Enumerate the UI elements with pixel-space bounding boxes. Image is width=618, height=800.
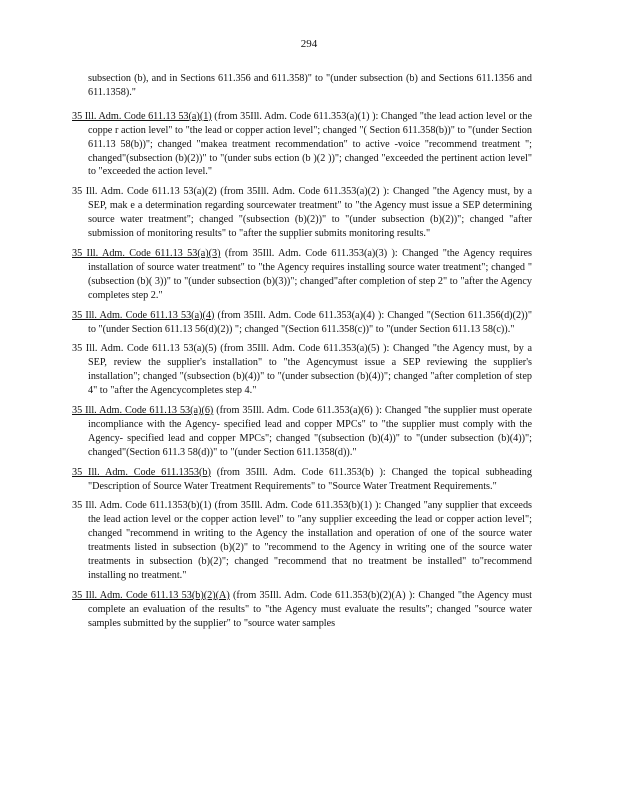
list-item: [72, 404, 532, 460]
list-item: [72, 185, 532, 241]
code-reference: 35 Ill. Adm. Code 611.1353(b): [72, 466, 211, 478]
code-reference: 35 Ill. Adm. Code 611.13 53(a)(6): [72, 405, 214, 417]
page-body: [72, 72, 532, 637]
list-item: [72, 110, 532, 180]
list-item: [72, 309, 532, 337]
code-reference: 35 Ill. Adm. Code 611.1353(b)(1): [72, 500, 212, 512]
code-reference: 35 Ill. Adm. Code 611.13 53(b)(2)(A): [72, 589, 230, 601]
code-reference: 35 Ill. Adm. Code 611.13 53(a)(2): [72, 186, 217, 198]
code-reference: 35 Ill. Adm. Code 611.13 53(a)(3): [72, 247, 221, 259]
entry-text: (from 35Ill. Adm. Code 611.353(a)(2) ): Changed "the Agency must, by a SEP, mak e a determination regarding sourcewater treatment" to "the Agency must issue a SEP determining source water treatment"; changed "(subsection (b)(2))" to "(under subsection (b)(2))"; changed "after submission of monitoring results" to "after the supplier submits monitoring results.": [88, 186, 532, 240]
continuation-paragraph: subsection (b), and in Sections 611.356 and 611.358)" to "(under subsection (b) and Sections 611.1356 and 611.1358).": [88, 73, 532, 98]
entry-text: (from 35Ill. Adm. Code 611.353(a)(1) ): Changed "the lead action level or the coppe r action level" to "the lead or copper action level"; changed "( Section 611.358(b))" to "(under Section 611.13 58(b))"; changed "makea treatment recommendation" to active -voice "recommend treatment "; changed"(subsection (b)(2))" to "(under subs ection (b )(2 ))"; changed "exceeded the pertinent action level" to "exceeded the action level.": [88, 110, 532, 178]
entry-text: (from 35Ill. Adm. Code 611.353(b) ): Changed the topical subheading "Description of Source Water Treatment Requirements" to "Source Water Treatment Requirements.": [88, 466, 532, 492]
list-item: [72, 247, 532, 303]
list-item: [72, 499, 532, 582]
code-reference: 35 Ill. Adm. Code 611.13 53(a)(1): [72, 110, 212, 122]
code-reference: 35 Ill. Adm. Code 611.13 53(a)(4): [72, 309, 215, 321]
code-reference: 35 Ill. Adm. Code 611.13 53(a)(5): [72, 343, 217, 355]
entry-text: (from 35Ill. Adm. Code 611.353(b)(1) ): Changed "any supplier that exceeds the lead action level or the copper action level" to "any supplier exceeding the lead or copper action level"; changed "recommend in writing to the Agency the installation and operation of one of the source water treatments listed in subsection (b)(2)" to "recommend to the Agency in writing one of the source water treatments in subsection (b)(2)"; changed "recommend that no treatment be installed" to"recommend installing no treatment.": [88, 500, 533, 581]
entry-text: (from 35Ill. Adm. Code 611.353(a)(5) ): Changed "the Agency must, by a SEP, review the supplier's installation" to "the Agencymust issue a SEP reviewing the supplier's installation"; changed "(subsection (b)(4))" to "(under subsection (b)(4))"; changed "after completion of step 4" to "after the Agencycompletes step 4.": [88, 343, 532, 397]
entry-text: (from 35Ill. Adm. Code 611.353(a)(6) ): Changed "the supplier must operate incompliance with the Agency- specified lead and copper MPCs" to "the supplier must comply with the Agency- specified lead and copper MPCs"; changed "(subsection (b)(4))" to "(under subsection (b)(4))"; changed"(Section 611.3 58(d))" to "(under Section 611.1358(d)).": [88, 405, 532, 458]
list-item: [72, 342, 532, 398]
entry-text: (from 35Ill. Adm. Code 611.353(b)(2)(A) ): Changed "the Agency must complete an evaluation of the results" to "the Agency must evaluate the results"; changed "source water samples submitted by the supplier" to "source water samples: [88, 589, 532, 629]
page-number: 294: [300, 38, 318, 50]
entry-text: (from 35Ill. Adm. Code 611.353(a)(3) ): Changed "the Agency requires installation of source water treatment" to "the Agency requires installing source water treatment"; changed "(subsection (b)( 3))" to "(under subsection (b)(3))"; changed"after completion of step 2" to "after the Agency completes step 2.": [88, 247, 532, 301]
list-item: [72, 589, 532, 631]
list-item: [72, 466, 532, 494]
entry-text: (from 35Ill. Adm. Code 611.353(a)(4) ): Changed "(Section 611.356(d)(2))" to "(under Section 611.13 56(d)(2)) "; changed "(Section 611.358(c))" to "(under Section 611.13 58(c)).": [88, 309, 532, 335]
